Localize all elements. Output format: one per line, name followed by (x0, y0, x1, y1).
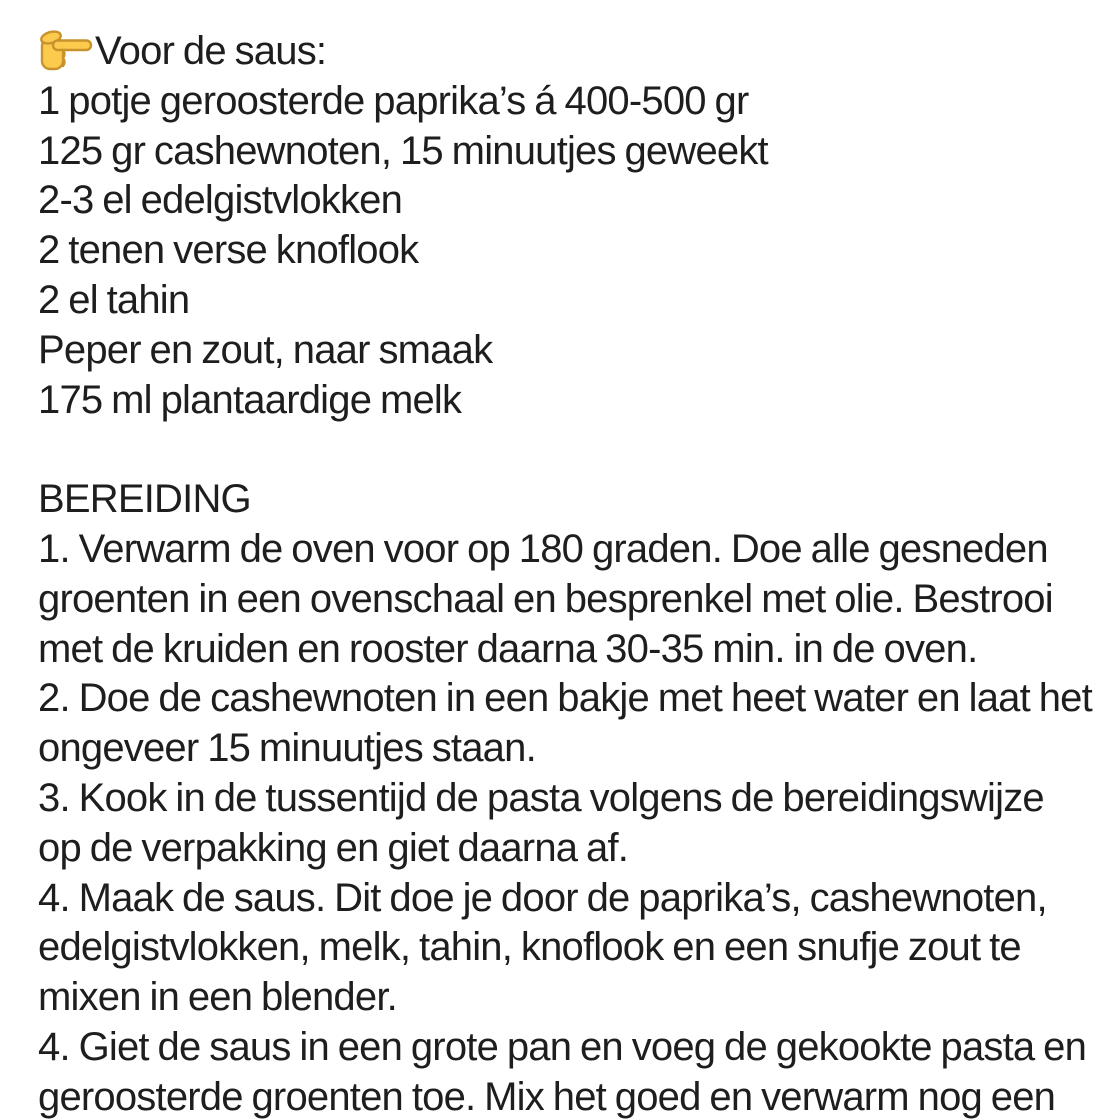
preparation-line: 4. Giet de saus in een grote pan en voeg de gekookte pasta en (38, 1024, 1087, 1069)
ingredient-line: 1 potje geroosterde paprika’s á 400-500 gr (38, 78, 749, 123)
sauce-section-header (38, 27, 1100, 77)
sauce-section-title: Voor de saus: (95, 29, 327, 73)
preparation-section-title: BEREIDING (38, 477, 251, 522)
preparation-line: 3. Kook in de tussentijd de pasta volgens de bereidingswijze (38, 775, 1044, 820)
preparation-line: edelgistvlokken, melk, tahin, knoflook en een snufje zout te (38, 925, 1021, 970)
pointing-right-emoji (38, 27, 94, 75)
preparation-line: op de verpakking en giet daarna af. (38, 825, 629, 870)
ingredient-line: 2-3 el edelgistvlokken (38, 178, 403, 223)
preparation-line: 4. Maak de saus. Dit doe je door de paprika’s, cashewnoten, (38, 875, 1047, 920)
ingredient-line: 2 el tahin (38, 277, 190, 322)
preparation-line: 2. Doe de cashewnoten in een bakje met heet water en laat het (38, 676, 1092, 721)
ingredient-line: 2 tenen verse knoflook (38, 228, 419, 273)
preparation-line: groenten in een ovenschaal en besprenkel met olie. Bestrooi (38, 576, 1053, 621)
preparation-line: mixen in een blender. (38, 975, 397, 1020)
ingredient-line: 125 gr cashewnoten, 15 minuutjes geweekt (38, 128, 768, 173)
preparation-line: 1. Verwarm de oven voor op 180 graden. Doe alle gesneden (38, 526, 1048, 571)
preparation-line: geroosterde groenten toe. Mix het goed en verwarm nog een (38, 1074, 1056, 1119)
blank-line (38, 425, 1100, 475)
preparation-line: met de kruiden en rooster daarna 30-35 min. in de oven. (38, 626, 978, 671)
ingredient-line: Peper en zout, naar smaak (38, 327, 493, 372)
preparation-line: ongeveer 15 minuutjes staan. (38, 726, 536, 771)
ingredient-line: 175 ml plantaardige melk (38, 377, 462, 422)
